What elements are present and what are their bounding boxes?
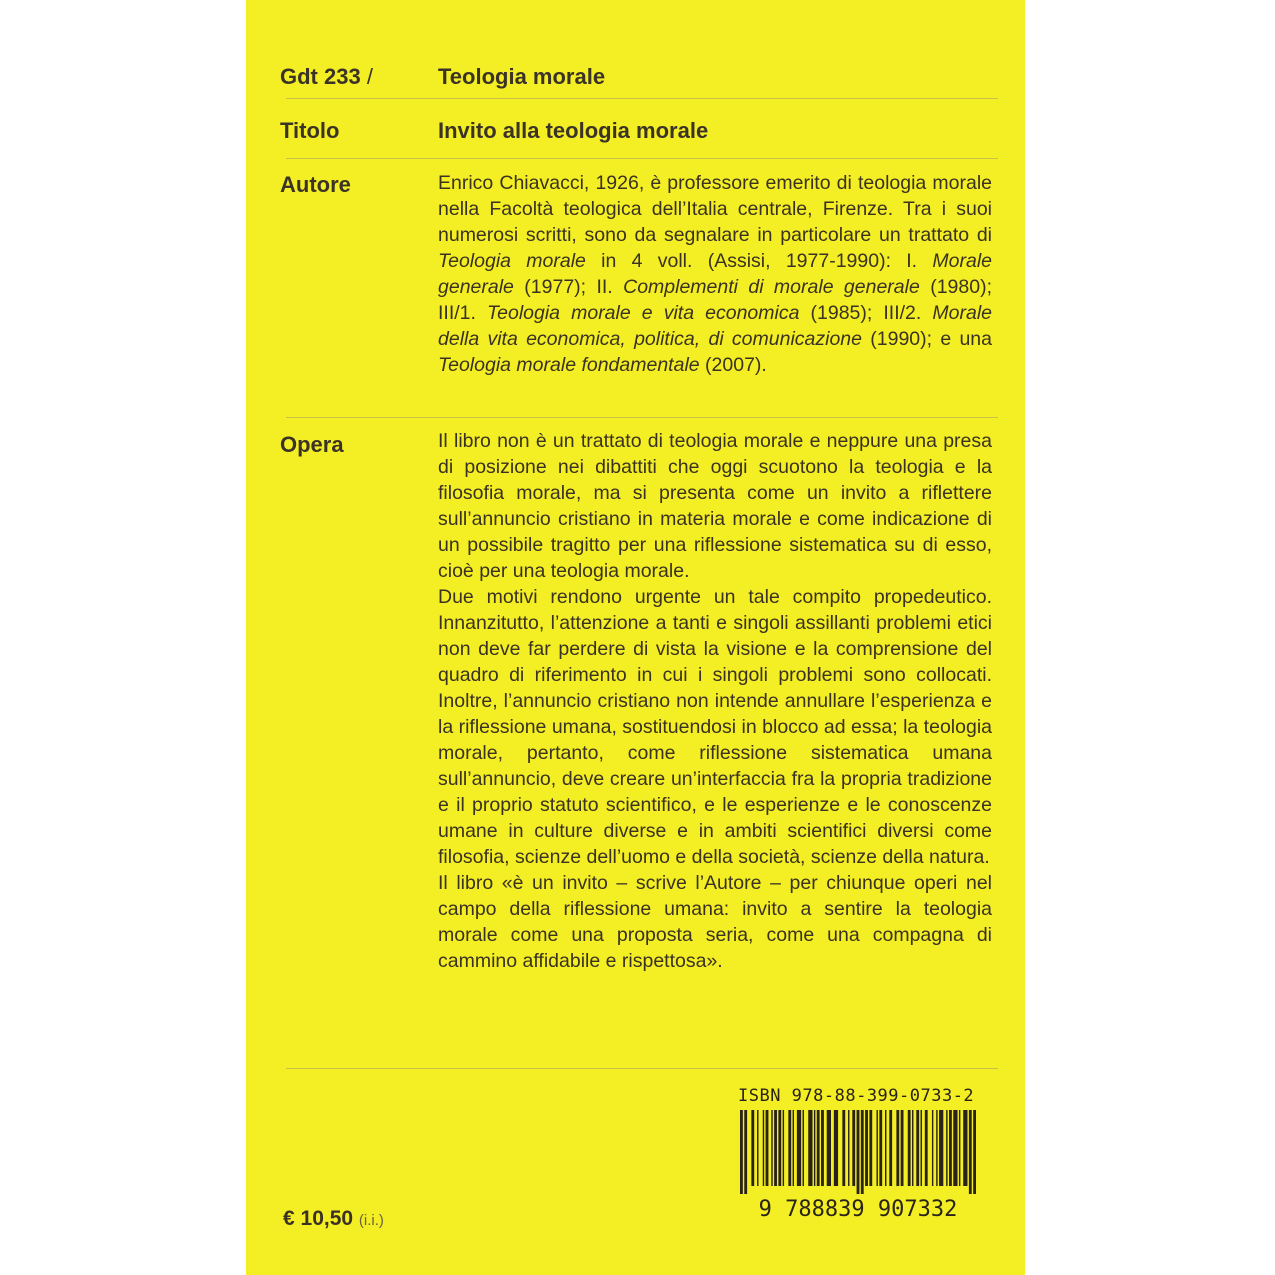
barcode-bar (857, 1110, 860, 1194)
author-work-title: Morale generale (438, 250, 992, 298)
barcode-bar (896, 1110, 899, 1186)
barcode-bar (821, 1110, 824, 1186)
author-bio-text: (1985); III/2. (799, 302, 933, 324)
author-bio-text: (2007). (699, 354, 767, 376)
barcode-bar (885, 1110, 886, 1186)
author-work-title: Complementi di morale generale (623, 276, 920, 298)
price-note: (i.i.) (358, 1212, 384, 1229)
barcode (736, 1110, 980, 1220)
series-separator: / (360, 64, 373, 89)
divider (286, 98, 998, 99)
barcode-bar (869, 1110, 872, 1186)
series-label: Gdt 233 (280, 64, 361, 89)
barcode-bar (908, 1110, 911, 1186)
barcode-bar (793, 1110, 794, 1186)
barcode-bar (788, 1110, 791, 1186)
price (283, 1207, 384, 1231)
divider (286, 1068, 998, 1069)
barcode-bar (778, 1110, 781, 1186)
barcode-bar (953, 1110, 957, 1186)
title-label: Titolo (280, 118, 340, 143)
author-work-title: Teologia morale fondamentale (438, 354, 700, 376)
author-bio-text: (1990); e una (862, 328, 992, 350)
barcode-bar (783, 1110, 784, 1186)
author-bio (438, 170, 992, 378)
author-work-title: Teologia morale (438, 250, 586, 272)
author-bio-text: in 4 voll. (Assisi, 1977-1990): I. (585, 250, 933, 272)
barcode-bar (814, 1110, 815, 1186)
author-row (280, 172, 992, 408)
work-paragraph: Il libro «è un invito – scrive l’Autore – per chiunque operi nel campo della riflessione umana: invito a sentire la teologia morale come una proposta seria, come una compagna di cammino affidabile e rispettosa». (438, 872, 992, 972)
barcode-bar (876, 1110, 877, 1186)
barcode-bar (744, 1110, 747, 1194)
barcode-digits: 9 788839 907332 (758, 1197, 958, 1220)
work-paragraph: Il libro non è un trattato di teologia morale e neppure una presa di posizione nei dibattiti che oggi scuotono la teologia e la filosofia morale, ma si presenta come un invito a riflettere sull’annuncio cristiano in materia morale e come indicazione di un possibile tragitto per una riflessione sistematica su di esso, cioè per una teologia morale. (438, 430, 992, 582)
barcode-bar (766, 1110, 769, 1186)
series-row (280, 64, 992, 92)
series-label-group (280, 64, 373, 90)
author-bio-text: (1977); II. (513, 276, 624, 298)
barcode-bar (834, 1110, 838, 1186)
barcode-bar (842, 1110, 845, 1186)
barcode-bar (939, 1110, 943, 1186)
barcode-bar (751, 1110, 754, 1186)
barcode-bar (763, 1110, 764, 1186)
work-paragraph: Due motivi rendono urgente un tale compito propedeutico. Innanzitutto, l’attenzione a tanti e singoli assillanti problemi etici non deve far perdere di vista la visione e la comprensione del quadro di riferimento in cui i singoli problemi sono collocati. Inoltre, l’annuncio cristiano non intende annullare l’esperienza e la riflessione umana, sostituendosi in blocco ad essa; la teologia morale, pertanto, come riflessione sistematica umana sull’annuncio, deve creare un’interfaccia fra la propria tradizione e il proprio statuto scientifico, e le esperienze e le conoscenze umane in culture diverse e in ambiti scientifici diversi come filosofia, scienze dell’uomo e della società, scienze della natura. (438, 586, 992, 868)
barcode-bar (916, 1110, 919, 1186)
barcode-bar (757, 1110, 758, 1186)
author-work-title: Morale della vita economica, politica, di comunicazione (438, 302, 992, 350)
barcode-bar (889, 1110, 892, 1186)
work-row (280, 432, 992, 1062)
divider (286, 417, 998, 418)
barcode-bar (959, 1110, 960, 1186)
barcode-bar (740, 1110, 743, 1194)
barcode-bar (879, 1110, 882, 1186)
barcode-bar (865, 1110, 868, 1186)
barcode-bar (973, 1110, 976, 1194)
author-work-title: Teologia morale e vita economica (487, 302, 800, 324)
divider (286, 158, 998, 159)
barcode-bar (969, 1110, 972, 1194)
work-label: Opera (280, 432, 344, 457)
price-amount: € 10,50 (283, 1207, 354, 1230)
barcode-bar (921, 1110, 922, 1186)
barcode-bar (797, 1110, 801, 1186)
barcode-bar (963, 1110, 967, 1186)
barcode-bar (848, 1110, 849, 1186)
barcode-bar (852, 1110, 855, 1186)
barcode-bar (803, 1110, 804, 1186)
barcode-bar (901, 1110, 904, 1186)
barcode-bar (771, 1110, 772, 1186)
barcode-bar (949, 1110, 952, 1186)
work-description (438, 428, 992, 974)
barcode-bar (817, 1110, 820, 1186)
barcode-bar (946, 1110, 947, 1186)
barcode-bar (936, 1110, 937, 1186)
barcode-bar (932, 1110, 933, 1186)
barcode-bar (808, 1110, 812, 1186)
barcode-bar (925, 1110, 928, 1186)
barcode-bar (827, 1110, 831, 1186)
author-bio-text: (1980); III/1. (438, 276, 992, 324)
title-row (280, 118, 992, 146)
barcode-bar (912, 1110, 913, 1186)
author-bio-text: Enrico Chiavacci, 1926, è professore emerito di teologia morale nella Facoltà teologica dell’Italia centrale, Firenze. Tra i suoi numerosi scritti, sono da segnalare in particolare un trattato di (438, 172, 992, 246)
author-label: Autore (280, 172, 351, 197)
series-title: Teologia morale (438, 64, 606, 89)
barcode-bar (861, 1110, 864, 1194)
barcode-bar (774, 1110, 777, 1186)
book-title: Invito alla teologia morale (438, 118, 709, 143)
isbn-number: ISBN 978-88-399-0733-2 (738, 1086, 975, 1106)
